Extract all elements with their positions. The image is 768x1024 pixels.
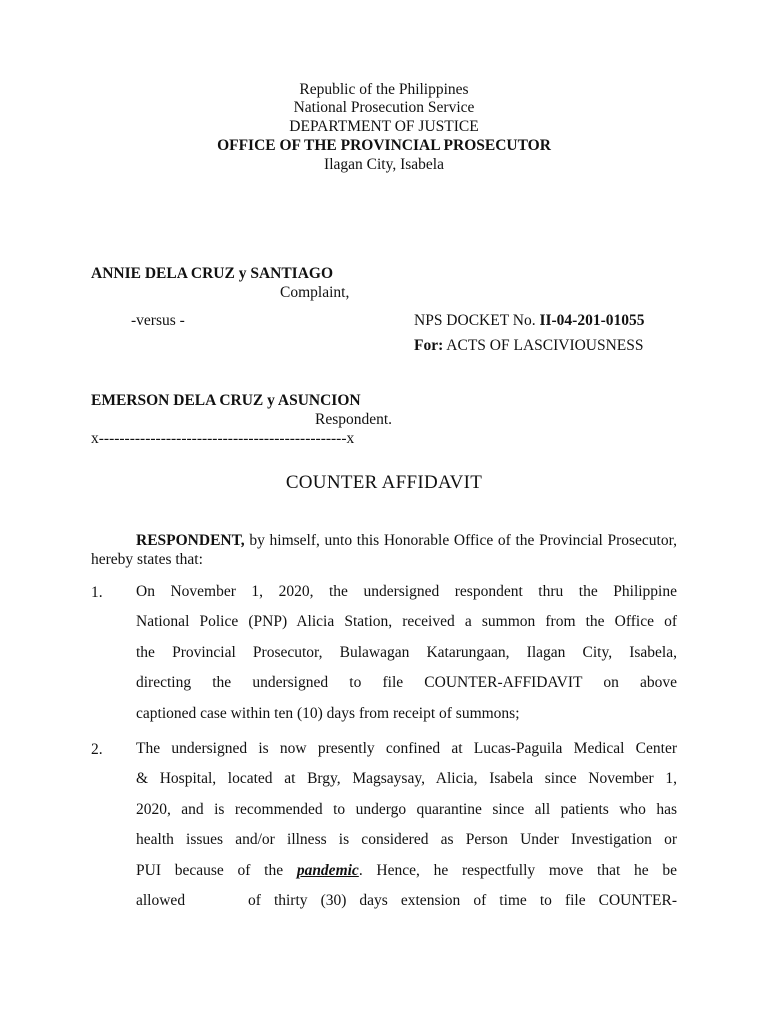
document-title: COUNTER AFFIDAVIT [285,472,483,493]
item-2-line [136,856,677,886]
charge-line [414,337,644,355]
item-1-line: the Provincial Prosecutor, Bulawagan Katarungaan, Ilagan City, Isabela, [136,643,677,661]
item-2-line: 2020, and is recommended to undergo quarantine since all patients who has [136,800,677,818]
item-1-line: National Police (PNP) Alicia Station, received a summon from the Office of [136,613,677,631]
for-label: For: [414,337,444,354]
respondent-role: Respondent. [315,411,393,428]
complainant-name: ANNIE DELA CRUZ y SANTIAGO [91,265,334,282]
item-2-line6-word1: allowed [136,891,186,909]
header-doj: DEPARTMENT OF JUSTICE [289,118,479,135]
item-1-number: 1. [91,584,103,601]
item-2-body [136,734,677,916]
docket-label: NPS DOCKET No. [414,312,540,329]
item-1-body [136,577,677,729]
docket-number: II-04-201-01055 [539,312,645,329]
caption-divider: x------------------------------------------------x [91,430,355,447]
complainant-role: Complaint, [280,284,350,301]
pandemic-emphasis: pandemic [296,861,359,879]
item-2-line: & Hospital, located at Brgy, Magsaysay, Alicia, Isabela since November 1, [136,770,677,788]
item-2-line: health issues and/or illness is considered as Person Under Investigation or [136,831,677,849]
respondent-name: EMERSON DELA CRUZ y ASUNCION [91,392,361,409]
versus-label: -versus - [131,312,185,329]
item-2-line [136,886,677,916]
item-2-line6-rest: of thirty (30) days extension of time to file COUNTER- [248,891,677,909]
intro-text: by himself, unto this Honorable Office of the Provincial Prosecutor, hereby states that: [91,532,677,568]
header-office: OFFICE OF THE PROVINCIAL PROSECUTOR [217,137,551,154]
item-2-line5-after: . Hence, he respectfully move that he be [358,861,677,879]
intro-lead: RESPONDENT, [136,532,245,549]
docket-line [414,312,645,330]
item-1-line: On November 1, 2020, the undersigned respondent thru the Philippine [136,583,677,600]
item-2-line5-before: PUI because of the [136,861,297,879]
header-location: Ilagan City, Isabela [324,156,444,173]
item-2-number: 2. [91,741,103,758]
header-nps: National Prosecution Service [293,99,475,116]
for-value: ACTS OF LASCIVIOUSNESS [443,337,644,354]
item-2-line: The undersigned is now presently confined at Lucas-Paguila Medical Center [136,740,677,757]
item-1-line: directing the undersigned to file COUNTER-AFFIDAVIT on above [136,674,677,692]
intro-paragraph [91,531,677,569]
header-republic: Republic of the Philippines [299,81,469,98]
item-1-line: captioned case within ten (10) days from receipt of summons; [136,704,520,722]
